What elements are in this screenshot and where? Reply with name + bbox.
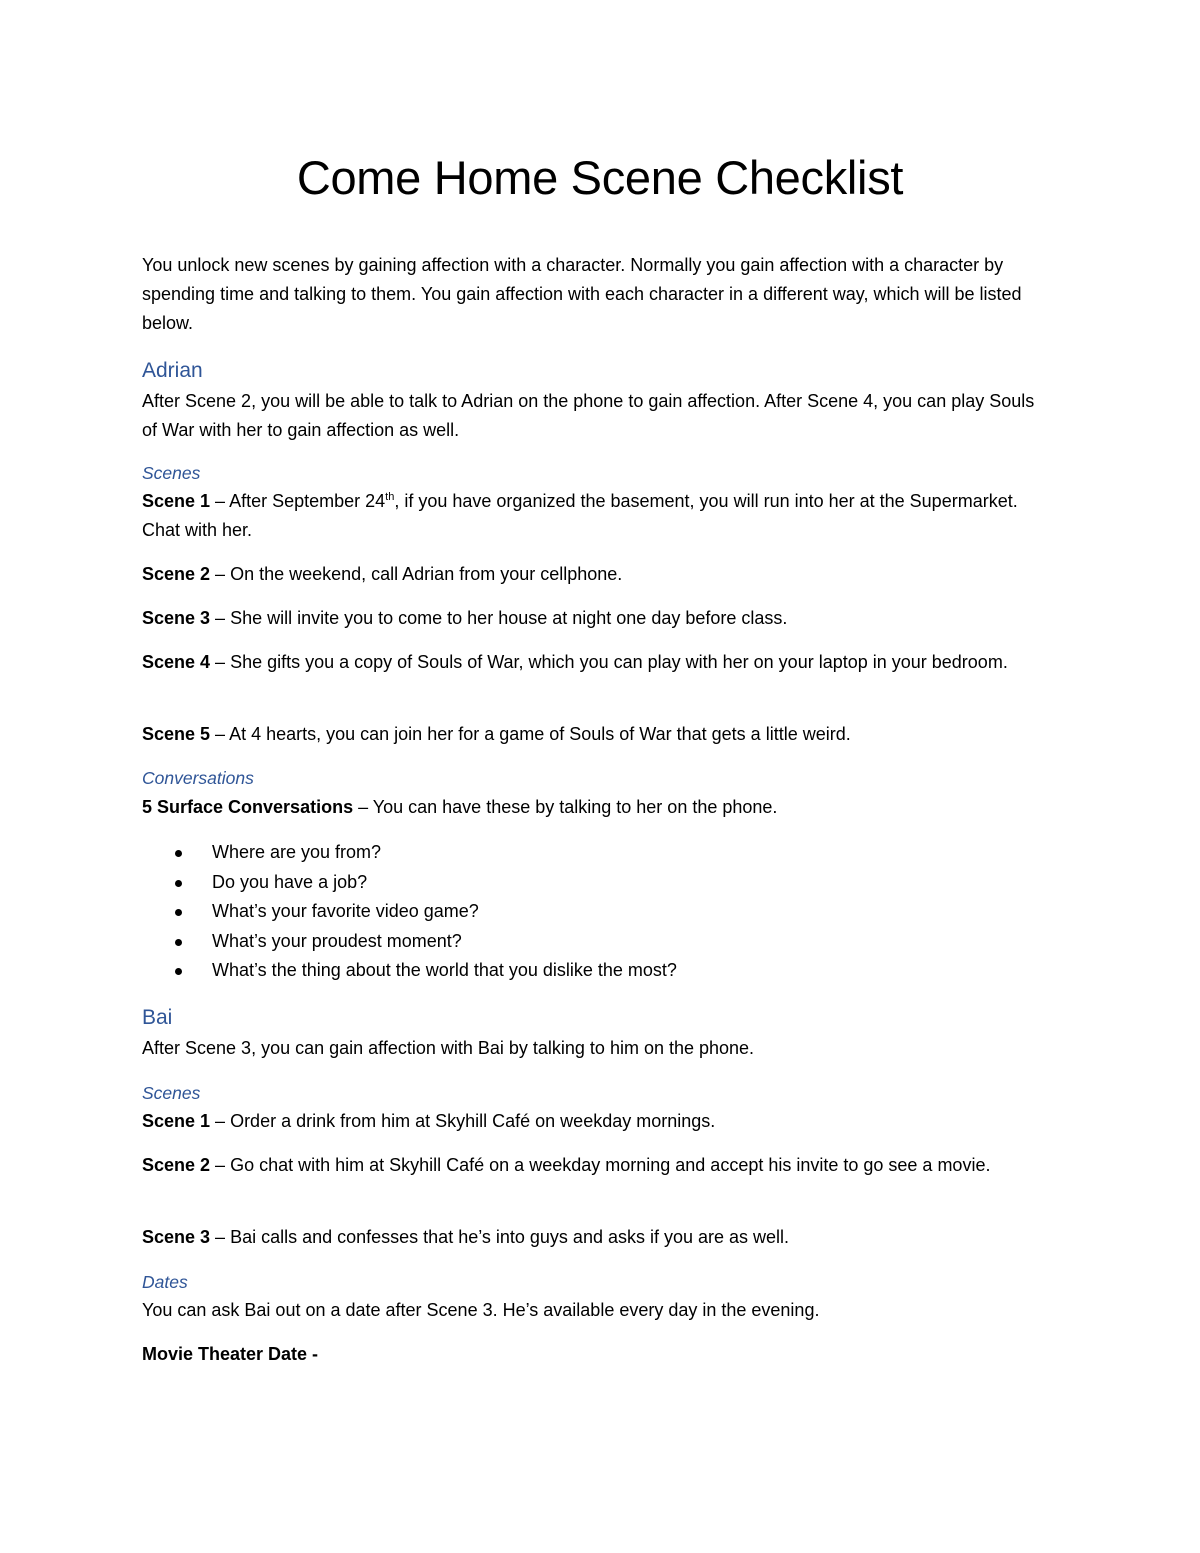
list-item	[142, 897, 1037, 927]
adrian-scenes-heading: Scenes	[142, 463, 201, 483]
scene-dash: –	[210, 1155, 231, 1175]
document-title: Come Home Scene Checklist	[296, 151, 904, 204]
adrian-scene-2	[142, 560, 1037, 589]
adrian-scene-4	[142, 648, 1037, 677]
adrian-heading: Adrian	[142, 359, 203, 382]
scene-label: Scene 2	[142, 1155, 211, 1175]
scene-label: Scene 1	[142, 491, 211, 511]
list-item-text: What’s your proudest moment?	[212, 930, 462, 951]
scene-text: At 4 hearts, you can join her for a game of Souls of War that gets a little weird.	[229, 724, 851, 744]
adrian-conversations-intro	[142, 793, 1037, 822]
scene-dash: –	[210, 608, 231, 628]
list-item	[142, 927, 1037, 957]
scene-label: Scene 2	[142, 564, 211, 584]
scene-dash: –	[210, 1227, 231, 1247]
adrian-scene-3	[142, 604, 1037, 633]
bai-scene-3	[142, 1223, 1037, 1252]
scene-label: Scene 4	[142, 652, 211, 672]
scene-text: Go chat with him at Skyhill Café on a weekday morning and accept his invite to go see a movie.	[230, 1155, 991, 1175]
bullet-icon	[175, 909, 182, 916]
list-item	[142, 838, 1037, 868]
bullet-icon	[175, 939, 182, 946]
list-item	[142, 868, 1037, 898]
adrian-scene-5	[142, 720, 1037, 749]
list-item-text: Do you have a job?	[212, 871, 368, 892]
scene-text-continued: , if you have organized the basement, you will run into her at the Supermarket. Chat with her.	[142, 491, 1018, 540]
bullet-icon	[175, 968, 182, 975]
adrian-scene-1	[142, 487, 1037, 545]
scene-label: Scene 5	[142, 724, 211, 744]
scene-text: She gifts you a copy of Souls of War, which you can play with her on your laptop in your bedroom.	[230, 652, 1008, 672]
adrian-description: After Scene 2, you will be able to talk to Adrian on the phone to gain affection. After Scene 4, you can play Souls of War with her to gain affection as well.	[142, 391, 1035, 440]
bai-scene-2	[142, 1151, 1037, 1180]
scene-text: Bai calls and confesses that he’s into guys and asks if you are as well.	[230, 1227, 790, 1247]
scene-text: She will invite you to come to her house at night one day before class.	[230, 608, 788, 628]
list-item-text: What’s the thing about the world that you dislike the most?	[212, 960, 677, 980]
adrian-conversation-list	[142, 838, 1037, 986]
scene-text: After September 24	[229, 491, 386, 511]
movie-date-label: Movie Theater Date -	[142, 1344, 319, 1364]
conversations-dash: –	[353, 797, 373, 817]
scene-ordinal-suffix: th	[385, 491, 395, 503]
scene-label: Scene 3	[142, 608, 211, 628]
scene-label: Scene 1	[142, 1111, 211, 1131]
intro-paragraph: You unlock new scenes by gaining affection with a character. Normally you gain affection with a character by spending time and talking to them. You gain affection with each character in a different way, which will be listed below.	[142, 255, 1022, 333]
bai-dates-text: You can ask Bai out on a date after Scene 3. He’s available every day in the evening.	[142, 1300, 820, 1320]
movie-theater-date	[142, 1340, 1037, 1369]
scene-dash: –	[210, 564, 231, 584]
conversations-text: You can have these by talking to her on the phone.	[372, 797, 778, 817]
scene-dash: –	[210, 724, 230, 744]
scene-dash: –	[210, 491, 230, 511]
adrian-conversations-heading: Conversations	[142, 768, 254, 788]
list-item	[142, 956, 1037, 986]
bai-description: After Scene 3, you can gain affection with Bai by talking to him on the phone.	[142, 1038, 755, 1058]
conversations-label: 5 Surface Conversations	[142, 797, 354, 817]
bai-scene-1	[142, 1107, 1037, 1136]
list-item-text: Where are you from?	[212, 842, 382, 862]
scene-dash: –	[210, 652, 231, 672]
scene-text: On the weekend, call Adrian from your cellphone.	[230, 564, 623, 584]
scene-label: Scene 3	[142, 1227, 211, 1247]
bai-dates-heading: Dates	[142, 1272, 188, 1292]
bai-heading: Bai	[142, 1006, 173, 1029]
bullet-icon	[175, 880, 182, 887]
bai-scenes-heading: Scenes	[142, 1083, 201, 1103]
scene-text: Order a drink from him at Skyhill Café on weekday mornings.	[230, 1111, 716, 1131]
scene-dash: –	[210, 1111, 231, 1131]
bullet-icon	[175, 850, 182, 857]
list-item-text: What’s your favorite video game?	[212, 901, 479, 921]
